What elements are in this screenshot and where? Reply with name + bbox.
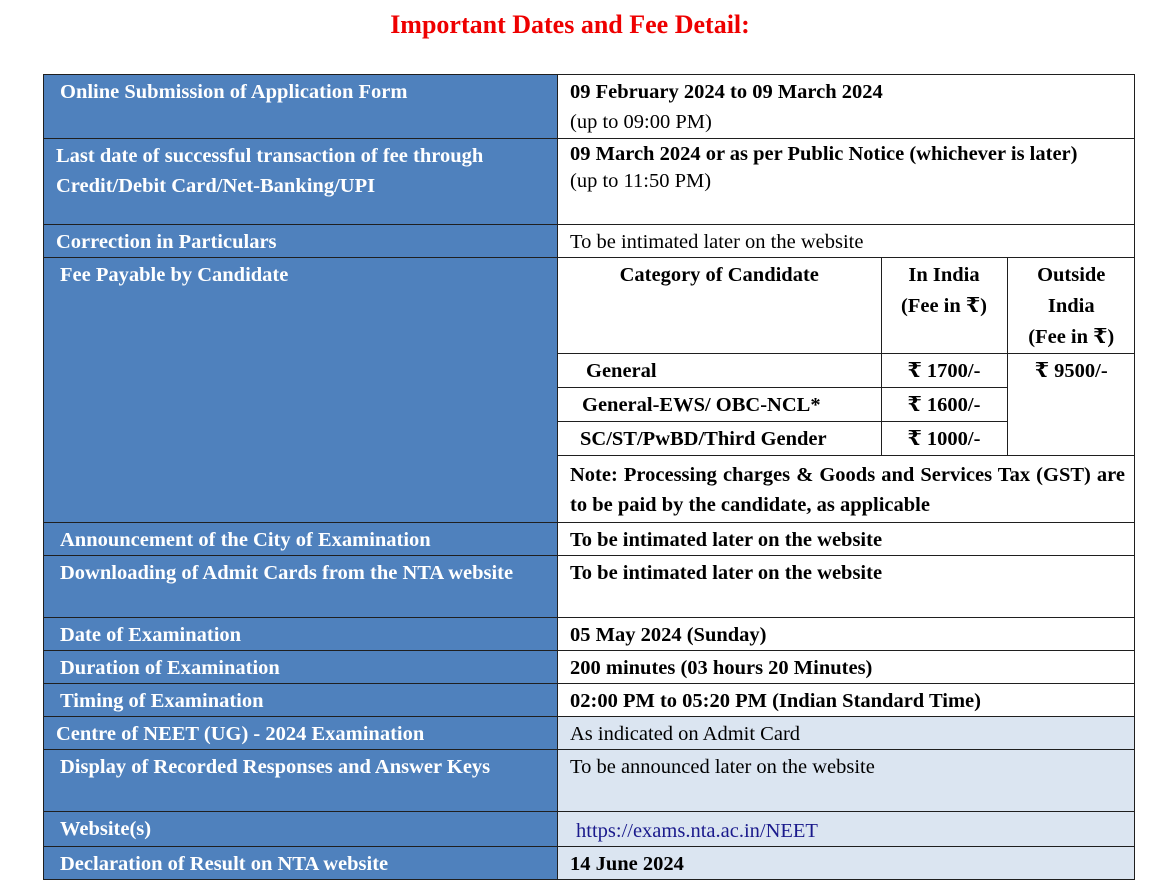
fee-header-india: In India (Fee in ₹) (881, 258, 1007, 354)
value-responses: To be announced later on the website (558, 750, 1135, 812)
label-result: Declaration of Result on NTA website (44, 847, 558, 880)
row-duration (44, 651, 1135, 684)
fee-category-sc-st: SC/ST/PwBD/Third Gender (558, 422, 881, 456)
row-last-fee-date (44, 139, 1135, 225)
fee-note: Note: Processing charges & Goods and Services Tax (GST) are to be paid by the candidate, as applicable (558, 456, 1135, 523)
label-website: Website(s) (44, 812, 558, 847)
online-submission-dates: 09 February 2024 to 09 March 2024 (570, 81, 883, 103)
row-result (44, 847, 1135, 880)
label-admit-cards: Downloading of Admit Cards from the NTA website (44, 556, 558, 618)
row-timing (44, 684, 1135, 717)
row-fee (44, 258, 1135, 523)
online-submission-time: (up to 09:00 PM) (570, 111, 712, 133)
last-fee-date-text: 09 March 2024 or as per Public Notice (whichever is later) (570, 143, 1078, 165)
page-title: Important Dates and Fee Detail: (390, 10, 750, 39)
row-responses (44, 750, 1135, 812)
fee-header-outside: Outside India (Fee in ₹) (1007, 258, 1135, 354)
fee-outside-india: ₹ 9500/- (1007, 354, 1135, 456)
label-responses: Display of Recorded Responses and Answer Keys (44, 750, 558, 812)
label-fee: Fee Payable by Candidate (44, 258, 558, 523)
fee-india-ews-obc: ₹ 1600/- (881, 388, 1007, 422)
row-online-submission (44, 75, 1135, 139)
value-admit-cards: To be intimated later on the website (558, 556, 1135, 618)
row-admit-cards (44, 556, 1135, 618)
label-timing: Timing of Examination (44, 684, 558, 717)
fee-details (558, 258, 1135, 523)
label-exam-date: Date of Examination (44, 618, 558, 651)
value-timing: 02:00 PM to 05:20 PM (Indian Standard Time) (558, 684, 1135, 717)
fee-category-general: General (558, 354, 881, 388)
last-fee-date-time: (up to 11:50 PM) (570, 170, 712, 192)
fee-india-general: ₹ 1700/- (881, 354, 1007, 388)
label-online-submission: Online Submission of Application Form (44, 75, 558, 139)
fee-table (558, 258, 1135, 522)
value-exam-date: 05 May 2024 (Sunday) (558, 618, 1135, 651)
label-city-announcement: Announcement of the City of Examination (44, 523, 558, 556)
label-correction: Correction in Particulars (44, 225, 558, 258)
fee-india-sc-st: ₹ 1000/- (881, 422, 1007, 456)
label-centre: Centre of NEET (UG) - 2024 Examination (44, 717, 558, 750)
website-link[interactable]: https://exams.nta.ac.in/NEET (558, 812, 1135, 847)
value-online-submission (558, 75, 1135, 139)
fee-header-category: Category of Candidate (558, 258, 881, 354)
value-duration: 200 minutes (03 hours 20 Minutes) (558, 651, 1135, 684)
fee-category-ews-obc: General-EWS/ OBC-NCL* (558, 388, 881, 422)
row-city-announcement (44, 523, 1135, 556)
value-result: 14 June 2024 (558, 847, 1135, 880)
value-correction: To be intimated later on the website (558, 225, 1135, 258)
value-last-fee-date (558, 139, 1135, 225)
row-correction (44, 225, 1135, 258)
value-city-announcement: To be intimated later on the website (558, 523, 1135, 556)
label-last-fee-date: Last date of successful transaction of fee through Credit/Debit Card/Net-Banking/UPI (44, 139, 558, 225)
row-exam-date (44, 618, 1135, 651)
value-centre: As indicated on Admit Card (558, 717, 1135, 750)
dates-fee-table (43, 74, 1135, 880)
label-duration: Duration of Examination (44, 651, 558, 684)
row-centre (44, 717, 1135, 750)
row-website (44, 812, 1135, 847)
